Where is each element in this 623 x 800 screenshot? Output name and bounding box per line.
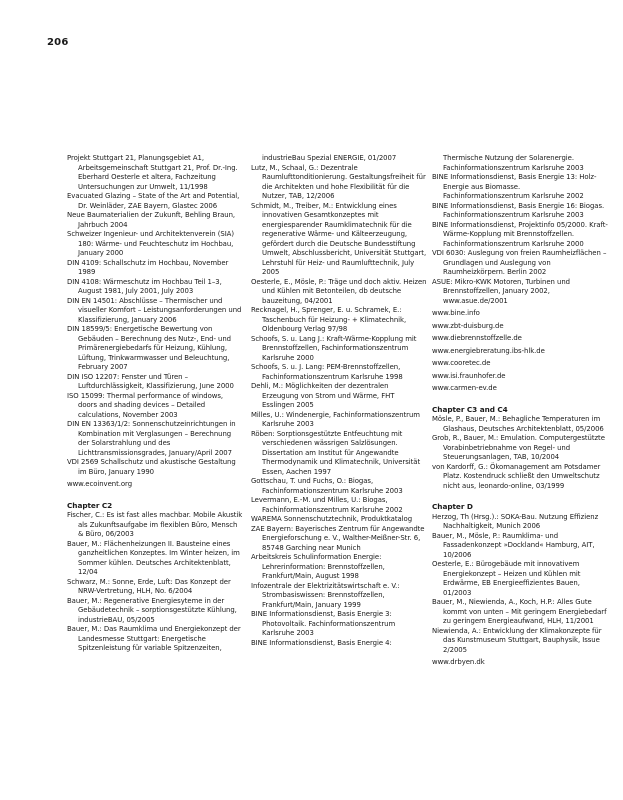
reference-entry: ASUE: Mikro-KWK Motoren, Turbinen und Brennstoffzellen, January 2002, www.asue.de/2001 — [432, 277, 570, 305]
reference-entry: ISO 15099: Thermal performance of windows, doors and shading devices – Detailed calculations, November 2003 — [67, 391, 223, 419]
chapter-heading-c2: Chapter C2 — [67, 500, 113, 510]
reference-entry: WAREMA Sonnenschutztechnik, Produktkatalog — [251, 515, 413, 523]
reference-entry: Lutz, M., Schaal, G.: Dezentrale Raumlufttonditionierung. Gestaltungsfreiheit für die Architekten und hohe Flexibilität für die Nutzer, TAB, 12/2006 — [251, 163, 426, 200]
reference-entry: Milles, U.: Windenergie, Fachinformationszentrum Karlsruhe 2003 — [251, 410, 420, 428]
reference-entry: Bauer, M., Niewienda, A., Koch, H.P.: Alles Gute kommt von unten – Mit geringem Energiebedarf zu geringem Energieaufwand, HLH, 11/2001 — [432, 598, 607, 625]
reference-entry: DIN ISO 12207: Fenster und Türen – Luftdurchlässigkeit, Klassifizierung, June 2000 — [67, 372, 234, 390]
reference-entry: Arbeitskreis Schulinformation Energie: Lehrerinformation: Brennstoffzellen, Frankfurt/Main, August 1998 — [251, 553, 385, 580]
bibliography-column-2 — [251, 154, 427, 648]
reference-entry: Schwarz, M.: Sonne, Erde, Luft: Das Konzept der NRW-Vertretung, HLH, No. 6/2004 — [67, 577, 231, 595]
reference-entry: Evacuated Glazing – State of the Art and Potential, Dr. Weinläder, ZAE Bayern, Glastec 2006 — [67, 192, 240, 210]
reference-continuation: industrieBau Spezial ENERGIE, 01/2007 — [262, 154, 397, 162]
website-link[interactable]: www.energiebreratung.ibs-hlk.de — [432, 346, 545, 355]
chapter-heading-d: Chapter D — [432, 502, 473, 511]
bibliography-column-3 — [432, 154, 608, 668]
website-link[interactable]: www.drbyen.dk — [432, 658, 485, 666]
reference-entry: Grob, R., Bauer, M.: Emulation. Computergestützte Vorabinbetriebnahme von Regel- und Steuerungsanlagen, TAB, 10/2004 — [432, 434, 605, 461]
reference-entry: DIN 4109: Schallschutz im Hochbau, November 1989 — [67, 258, 229, 276]
reference-entry: Infozentrale der Elektrizitätswirtschaft e. V.: Strombasiswissen: Brennstoffzellen, Frankfurt/Main, January 1999 — [251, 581, 400, 609]
reference-entry: DIN EN 14501: Abschlüsse – Thermischer und visueller Komfort – Leistungsanforderungen und Klassifizierung, January 2006 — [67, 296, 242, 324]
reference-entry: BINE Informationsdienst, Basis Energie 4: — [251, 638, 392, 647]
website-link[interactable]: www.isi.fraunhofer.de — [432, 371, 506, 380]
reference-entry: BINE Informationsdienst, Basis Energie 3: Photovoltaik. Fachinformationszentrum Karlsruhe 2003 — [251, 610, 396, 637]
website-link[interactable]: www.zbt-duisburg.de — [432, 321, 504, 330]
reference-entry: Recknagel, H., Sprenger, E. u. Schramek, E.: Taschenbuch für Heizung- + Klimatechnik, Oldenbourg Verlag 97/98 — [251, 306, 407, 333]
reference-entry: Dehli, M.: Möglichkeiten der dezentralen Erzeugung von Strom und Wärme, FHT Esslingen 2005 — [251, 382, 395, 409]
reference-entry: Bauer, M., Mösle, P.: Raumklima- und Fassadenkonzept »Dockland« Hamburg, AIT, 10/2006 — [432, 531, 595, 559]
website-link[interactable]: www.cooretec.de — [432, 359, 491, 367]
reference-entry: Schweizer Ingenieur- und Architektenverein (SIA) 180: Wärme- und Feuchteschutz im Hochbau, January 2000 — [67, 230, 234, 257]
reference-entry: BINE Informationsdienst, Basis Energie 13: Holz-Energie aus Biomasse. Fachinformationszentrum Karlsruhe 2002 — [432, 173, 597, 200]
reference-entry: Herzog, Th (Hrsg.).: SOKA-Bau. Nutzung Effizienz Nachhaltigkeit, Munich 2006 — [432, 512, 599, 530]
reference-entry: BINE Informationsdienst, Projektinfo 05/2000. Kraft-Wärme-Kopplung mit Brennstoffzellen. Fachinformationszentrum Karlsruhe 2000 — [432, 220, 608, 248]
reference-entry: Projekt Stuttgart 21, Planungsgebiet A1, Arbeitsgemeinschaft Stuttgart 21, Prof. Dr.-Ing. Eberhard Oesterle et altera, Fachzeitung Untersuchungen zur Umwelt, 11/1998 — [67, 154, 238, 191]
reference-entry: Levermann, E.-M. und Milles, U.: Biogas, Fachinformationszentrum Karlsruhe 2002 — [251, 496, 403, 514]
reference-entry: Mösle, P., Bauer, M.: Behagliche Temperaturen im Glashaus, Deutsches Architektenblatt, 05/2006 — [432, 415, 604, 433]
reference-entry: Röben: Sorptionsgestützte Entfeuchtung mit verschiedenen wässrigen Salzlösungen. Dissertation am Institut für Angewandte Thermodynamik und Klimatechnik, Universität Essen, Aachen 1997 — [251, 429, 421, 476]
reference-entry: Oesterle, E., Mösle, P.: Träge und doch aktiv. Heizen und Kühlen mit Betonteilen, db deutsche bauzeitung, 04/2001 — [251, 277, 427, 305]
reference-entry: Neue Baumaterialien der Zukunft, Behling Braun, Jahrbuch 2004 — [67, 211, 236, 229]
reference-entry: Schmidt, M., Treiber, M.: Entwicklung eines innovativen Gesamtkonzeptes mit energiesparender Raumklimatechnik für die regenerative Wärme- und Kälteerzeugung, gefördert durch die Deutsche Bundesstiftung Umwelt, Abschlussbericht, Universität Stuttgart, Lehrstuhl für Heiz- und Raumlufttechnik, July 2005 — [251, 201, 427, 276]
reference-entry: Niewienda, A.: Entwicklung der Klimakonzepte für das Kunstmuseum Stuttgart, Bauphysik, Issue 2/2005 — [432, 626, 602, 654]
reference-entry: Bauer, M.: Flächenheizungen II. Bausteine eines ganzheitlichen Konzeptes. Im Winter heizen, im Sommer kühlen. Deutsches Architektenblatt, 12/04 — [67, 539, 240, 576]
reference-entry: Bauer, M.: Regenerative Energiesyteme in der Gebäudetechnik – sorptionsgestützte Kühlung, industrieBAU, 05/2005 — [67, 596, 237, 624]
reference-entry: Schoofs, S. u. Lang J.: Kraft-Wärme-Kopplung mit Brennstoffzellen, Fachinformationszentrum Karlsruhe 2000 — [251, 334, 417, 362]
bibliography-column-1 — [67, 154, 243, 654]
reference-entry: DIN EN 13363/1/2: Sonnenschutzeinrichtungen in Kombination mit Verglasungen – Berechnung der Solarstrahlung und des Lichttransmissionsgrades, January/April 2007 — [67, 420, 236, 457]
reference-entry: Schoofs, S. u. J. Lang: PEM-Brennstoffzellen, Fachinformationszentrum Karlsruhe 1998 — [251, 363, 403, 381]
reference-entry: DIN 4108: Wärmeschutz im Hochbau Teil 1–3, August 1981, July 2001, July 2003 — [67, 277, 222, 295]
reference-entry: Gottschau, T. und Fuchs, O.: Biogas, Fachinformationszentrum Karlsruhe 2003 — [251, 477, 403, 495]
website-link[interactable]: www.bine.info — [432, 309, 480, 317]
website-link[interactable]: www.carmen-ev.de — [432, 384, 497, 392]
reference-entry: VDI 6030: Auslegung von freien Raumheizflächen – Grundlagen und Auslegung von Raumheizkörpern. Berlin 2002 — [432, 249, 607, 276]
reference-entry: Fischer, C.: Es ist fast alles machbar. Mobile Akustik als Zukunftsaufgabe im flexiblen Büro, Mensch & Büro, 06/2003 — [67, 511, 243, 538]
website-link[interactable]: www.ecoinvent.org — [67, 480, 133, 488]
reference-continuation: Thermische Nutzung der Solarenergie. Fachinformationszentrum Karlsruhe 2003 — [443, 154, 584, 172]
chapter-heading-c3-c4: Chapter C3 and C4 — [432, 404, 508, 414]
reference-entry: DIN 18599/5: Energetische Bewertung von Gebäuden – Berechnung des Nutz-, End- und Primärenergiebedarfs für Heizung, Kühlung, Lüftung, Trinkwarmwasser und Beleuchtung, February 2007 — [67, 325, 231, 371]
reference-entry: BINE Informationsdienst, Basis Energie 16: Biogas. Fachinformationszentrum Karlsruhe 2003 — [432, 201, 605, 219]
reference-entry: ZAE Bayern: Bayerisches Zentrum für Angewandte Energieforschung e. V., Walther-Meißner-Str. 6, 85748 Garching near Munich — [251, 524, 425, 552]
website-link[interactable]: www.diebrennstoffzelle.de — [432, 334, 522, 342]
page-number: 206 — [47, 37, 69, 48]
reference-entry: VDI 2569 Schallschutz und akustische Gestaltung im Büro, January 1990 — [67, 458, 236, 476]
reference-entry: Bauer, M.: Das Raumklima und Energiekonzept der Landesmesse Stuttgart: Energetische Spitzenleistung für variable Spitzenzeiten, — [67, 625, 241, 652]
reference-entry: Oesterle, E.: Bürogebäude mit innovativem Energiekonzept – Heizen und Kühlen mit Erdwärme, EB Energieeffizientes Bauen, 01/2003 — [432, 560, 581, 597]
reference-entry: von Kardorff, G.: Ökomanagement am Potsdamer Platz. Kostendruck schließt den Umweltschutz nicht aus, leonardo-online, 03/1999 — [432, 462, 601, 490]
